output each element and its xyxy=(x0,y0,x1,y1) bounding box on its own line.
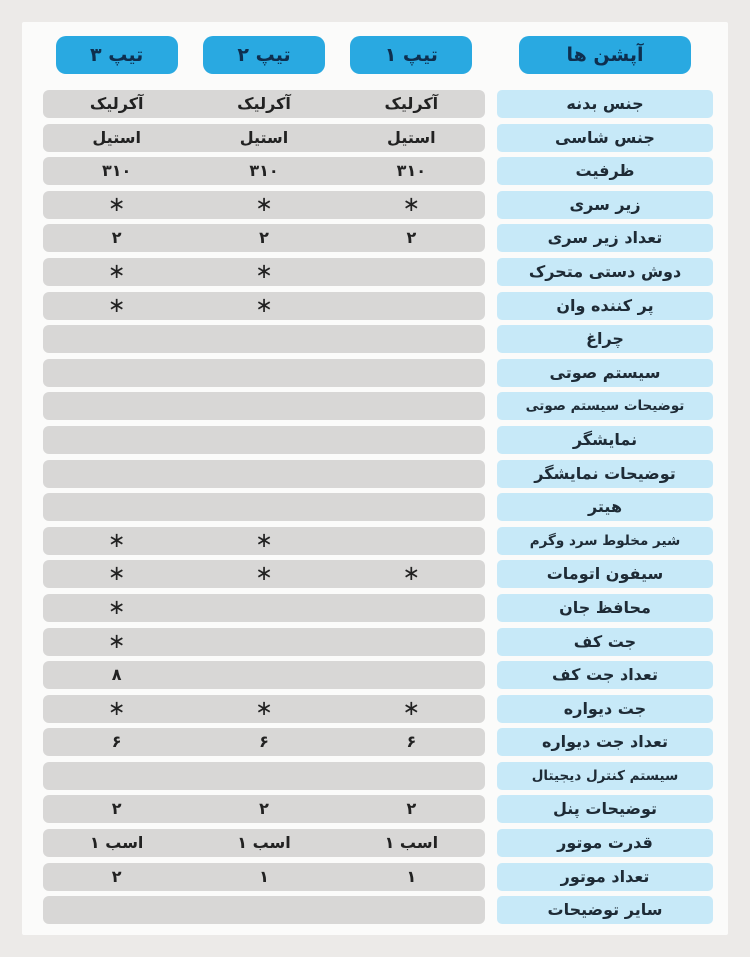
cell-type2 xyxy=(190,392,337,420)
cell-type2: ۱ اسب xyxy=(237,833,291,853)
table-row xyxy=(43,795,713,823)
row-gap xyxy=(485,258,497,286)
table-row xyxy=(43,628,713,656)
table-row xyxy=(43,863,713,891)
cell-type1: ∗ xyxy=(402,561,421,586)
row-gap xyxy=(485,661,497,689)
row-label: چراغ xyxy=(497,325,713,353)
row-gap xyxy=(485,695,497,723)
row-gap xyxy=(485,224,497,252)
row-gap xyxy=(485,762,497,790)
column-header-type1: تیپ ۱ xyxy=(350,36,472,74)
cell-type1: ∗ xyxy=(402,695,421,720)
values-bar xyxy=(43,661,485,689)
cell-type2 xyxy=(190,325,337,353)
cell-type1 xyxy=(338,594,485,622)
row-label: سیفون اتومات xyxy=(497,560,713,588)
row-gap xyxy=(485,728,497,756)
cell-type1 xyxy=(338,762,485,790)
values-bar xyxy=(43,728,485,756)
row-label: پر کننده وان xyxy=(497,292,713,320)
table-row xyxy=(43,829,713,857)
cell-type3: ∗ xyxy=(107,628,126,653)
row-label: تعداد جت کف xyxy=(497,661,713,689)
cell-type1: آکرلیک xyxy=(384,94,439,113)
cell-type3 xyxy=(43,762,190,790)
values-bar xyxy=(43,460,485,488)
values-bar xyxy=(43,392,485,420)
values-bar xyxy=(43,560,485,588)
cell-type3 xyxy=(43,426,190,454)
cell-type1 xyxy=(338,628,485,656)
values-bar xyxy=(43,527,485,555)
values-bar xyxy=(43,224,485,252)
row-label: دوش دستی متحرک xyxy=(497,258,713,286)
cell-type3: ∗ xyxy=(107,527,126,552)
cell-type3: ∗ xyxy=(107,561,126,586)
row-gap xyxy=(485,325,497,353)
row-gap xyxy=(485,426,497,454)
cell-type3: ∗ xyxy=(107,191,126,216)
row-gap xyxy=(485,628,497,656)
table-body xyxy=(43,90,713,924)
cell-type1 xyxy=(338,661,485,689)
cell-type1: استیل xyxy=(387,127,436,147)
table-row xyxy=(43,762,713,790)
values-bar xyxy=(43,795,485,823)
values-bar xyxy=(43,493,485,521)
cell-type3 xyxy=(43,392,190,420)
cell-type2: ۶ xyxy=(259,732,269,752)
cell-type1: ۲ xyxy=(406,799,417,819)
values-bar xyxy=(43,157,485,185)
values-bar xyxy=(43,292,485,320)
row-label: سایر توضیحات xyxy=(497,896,713,924)
cell-type3: ۱ اسب xyxy=(89,833,144,853)
cell-type2: استیل xyxy=(239,127,289,147)
cell-type2 xyxy=(190,359,337,387)
cell-type3 xyxy=(43,896,190,924)
values-bar xyxy=(43,124,485,152)
cell-type2: ∗ xyxy=(255,292,273,317)
cell-type2: ۲ xyxy=(259,799,269,819)
row-label: ظرفیت xyxy=(497,157,713,185)
values-bar xyxy=(43,258,485,286)
type-columns-header xyxy=(43,36,485,74)
values-bar xyxy=(43,426,485,454)
cell-type3: ۳۱۰ xyxy=(102,161,132,181)
cell-type3: ∗ xyxy=(107,695,126,720)
cell-type3 xyxy=(43,359,190,387)
cell-type2 xyxy=(190,426,337,454)
cell-type3: ۲ xyxy=(111,799,122,819)
cell-type2 xyxy=(190,493,337,521)
cell-type3: ∗ xyxy=(107,594,126,619)
cell-type1 xyxy=(338,896,485,924)
row-label: تعداد موتور xyxy=(497,863,713,891)
column-header-type2: تیپ ۲ xyxy=(203,36,325,74)
table-row xyxy=(43,191,713,219)
cell-type1: ∗ xyxy=(402,191,421,216)
row-gap xyxy=(485,124,497,152)
row-label: هیتر xyxy=(497,493,713,521)
table-header xyxy=(43,36,713,74)
row-gap xyxy=(485,292,497,320)
table-row xyxy=(43,157,713,185)
row-label: تعداد جت دیواره xyxy=(497,728,713,756)
column-header-type3: تیپ ۳ xyxy=(56,36,178,74)
row-label: جت کف xyxy=(497,628,713,656)
table-row xyxy=(43,896,713,924)
row-gap xyxy=(485,157,497,185)
row-label: سیستم صوتی xyxy=(497,359,713,387)
row-gap xyxy=(485,359,497,387)
row-gap xyxy=(485,594,497,622)
values-bar xyxy=(43,829,485,857)
cell-type2: ∗ xyxy=(255,191,273,216)
table-row xyxy=(43,527,713,555)
row-label: شیر مخلوط سرد وگرم xyxy=(497,527,713,555)
cell-type1 xyxy=(338,292,485,320)
row-label: نمایشگر xyxy=(497,426,713,454)
values-bar xyxy=(43,325,485,353)
cell-type2: ∗ xyxy=(255,258,273,283)
cell-type3: ۲ xyxy=(111,866,122,886)
table-row xyxy=(43,594,713,622)
cell-type1: ۳۱۰ xyxy=(396,161,426,181)
table-row xyxy=(43,325,713,353)
cell-type2: آکرلیک xyxy=(237,94,291,113)
cell-type1 xyxy=(338,460,485,488)
values-bar xyxy=(43,628,485,656)
cell-type1: ۶ xyxy=(406,732,417,752)
values-bar xyxy=(43,863,485,891)
values-bar xyxy=(43,695,485,723)
cell-type1: ۱ xyxy=(406,866,417,886)
cell-type2 xyxy=(190,628,337,656)
cell-type3: ۶ xyxy=(111,732,122,752)
row-label: زیر سری xyxy=(497,191,713,219)
table-row xyxy=(43,493,713,521)
cell-type2 xyxy=(190,661,337,689)
cell-type1 xyxy=(338,359,485,387)
values-bar xyxy=(43,896,485,924)
cell-type3: ۲ xyxy=(111,228,122,248)
cell-type1 xyxy=(338,426,485,454)
cell-type3: آکرلیک xyxy=(89,94,144,113)
cell-type2: ∗ xyxy=(255,527,273,552)
table-row xyxy=(43,124,713,152)
table-row xyxy=(43,90,713,118)
cell-type1 xyxy=(338,258,485,286)
row-label: سیستم کنترل دیجیتال xyxy=(497,762,713,790)
cell-type3 xyxy=(43,493,190,521)
cell-type2 xyxy=(190,594,337,622)
cell-type3: ∗ xyxy=(107,258,126,283)
row-label: توضیحات پنل xyxy=(497,795,713,823)
cell-type3: استیل xyxy=(92,127,141,147)
values-bar xyxy=(43,594,485,622)
row-label: قدرت موتور xyxy=(497,829,713,857)
cell-type2 xyxy=(190,460,337,488)
row-label: تعداد زیر سری xyxy=(497,224,713,252)
cell-type3 xyxy=(43,325,190,353)
cell-type2: ۱ xyxy=(259,866,269,886)
cell-type2 xyxy=(190,762,337,790)
table-row xyxy=(43,728,713,756)
cell-type1 xyxy=(338,325,485,353)
cell-type3 xyxy=(43,460,190,488)
cell-type1 xyxy=(338,527,485,555)
cell-type1: ۱ اسب xyxy=(384,833,439,853)
cell-type2: ∗ xyxy=(255,695,273,720)
table-row xyxy=(43,695,713,723)
table-row xyxy=(43,661,713,689)
cell-type3: ۸ xyxy=(111,665,122,685)
row-gap xyxy=(485,795,497,823)
row-gap xyxy=(485,460,497,488)
row-gap xyxy=(485,863,497,891)
row-gap xyxy=(485,829,497,857)
cell-type2: ۲ xyxy=(259,228,269,248)
cell-type3: ∗ xyxy=(107,292,126,317)
values-bar xyxy=(43,90,485,118)
row-label: جت دیواره xyxy=(497,695,713,723)
row-label: جنس شاسی xyxy=(497,124,713,152)
row-gap xyxy=(485,527,497,555)
cell-type2: ۳۱۰ xyxy=(249,161,279,181)
cell-type1 xyxy=(338,392,485,420)
cell-type1 xyxy=(338,493,485,521)
row-label: توضیحات سیستم صوتی xyxy=(497,392,713,420)
table-row xyxy=(43,560,713,588)
row-gap xyxy=(485,896,497,924)
table-row xyxy=(43,258,713,286)
cell-type1: ۲ xyxy=(406,228,417,248)
row-gap xyxy=(485,90,497,118)
cell-type2 xyxy=(190,896,337,924)
row-label: توضیحات نمایشگر xyxy=(497,460,713,488)
cell-type2: ∗ xyxy=(255,561,273,586)
row-gap xyxy=(485,493,497,521)
table-row xyxy=(43,392,713,420)
comparison-table xyxy=(22,22,728,935)
row-gap xyxy=(485,191,497,219)
row-gap xyxy=(485,560,497,588)
table-row xyxy=(43,359,713,387)
values-bar xyxy=(43,762,485,790)
column-header-options: آپشن ها xyxy=(519,36,691,74)
table-row xyxy=(43,426,713,454)
table-row xyxy=(43,460,713,488)
row-gap xyxy=(485,392,497,420)
table-row xyxy=(43,224,713,252)
row-label: جنس بدنه xyxy=(497,90,713,118)
table-row xyxy=(43,292,713,320)
row-label: محافظ جان xyxy=(497,594,713,622)
values-bar xyxy=(43,359,485,387)
values-bar xyxy=(43,191,485,219)
